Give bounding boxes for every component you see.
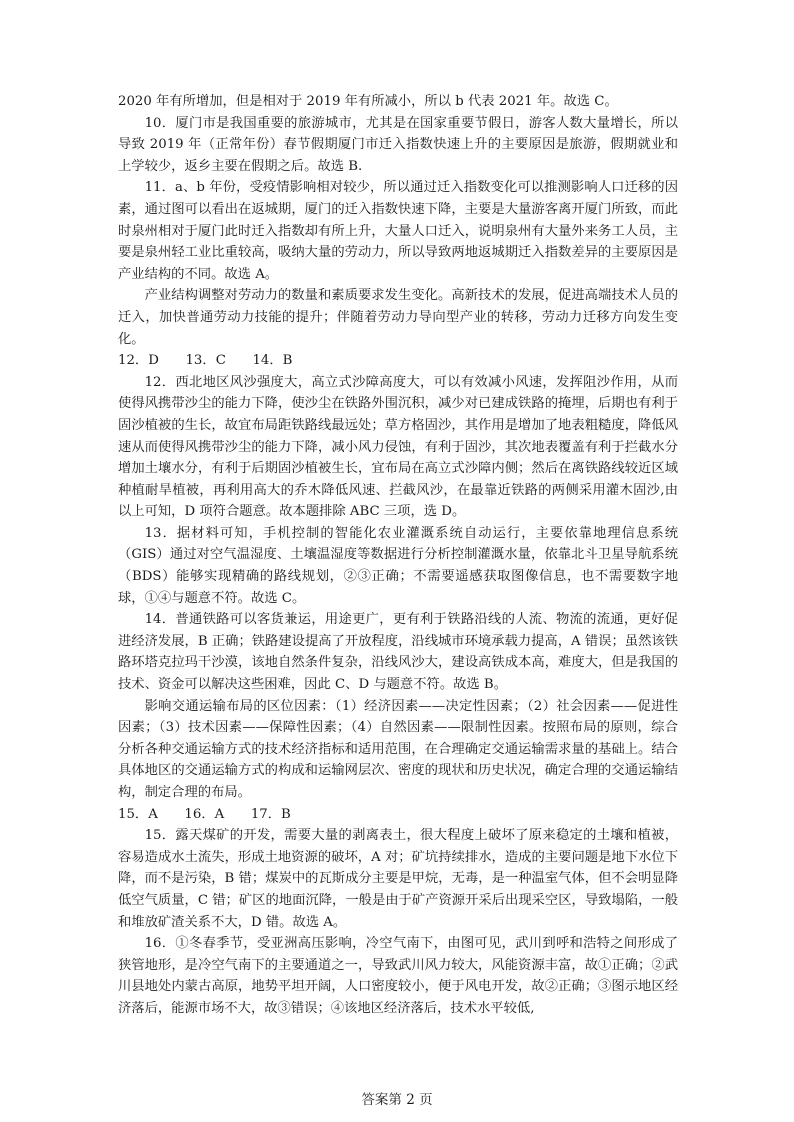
paragraph-industry-note: 产业结构调整对劳动力的数量和素质要求发生变化。高新技术的发展，促进高端技术人员的迁入，加快普通劳动力技能的提升；伴随着劳动力导向型产业的转移，劳动力迁移方向发生变化。 (118, 288, 678, 347)
answer-key-15-17: 15．A 16．A 17．B (118, 806, 291, 822)
paragraph-q16: 16．①冬春季节，受亚洲高压影响，冷空气南下，由图可见，武川到呼和浩特之间形成了狭管地形，是冷空气南下的主要通道之一，导致武川风力较大，风能资源丰富，故①正确；②武川县地处内蒙古高原，地势平坦开阔，人口密度较小，便于风电开发，故②正确；③图示地区经济落后，能源市场不大，故③错误；④该地区经济落后，技术水平较低, (118, 936, 678, 1016)
paragraph-q15: 15．露天煤矿的开发，需要大量的剥离表土，很大程度上破坏了原来稳定的土壤和植被，容易造成水土流失，形成土地资源的破坏，A 对；矿坑持续排水，造成的主要问题是地下水位下降，而不是污染，B 错；煤炭中的瓦斯成分主要是甲烷，无毒，是一种温室气体，但不会明显降低空气质量，C 错；矿区的地面沉降，一般是由于矿产资源开采后出现采空区，导致塌陷，一般和堆放矿渣关系不大，D 错。故选 A。 (118, 828, 678, 930)
paragraph-q10: 10．厦门市是我国重要的旅游城市，尤其是在国家重要节假日，游客人数大量增长，所以导致 2019 年（正常年份）春节假期厦门市迁入指数快速上升的主要原因是旅游，假期就业和上学较少，返乡主要在假期之后。故选 B. (118, 115, 678, 174)
paragraph-transport-note: 影响交通运输布局的区位因素：（1）经济因素——决定性因素；（2）社会因素——促进性因素；（3）技术因素——保障性因素；（4）自然因素——限制性因素。按照布局的原则，综合分析各种交通运输方式的技术经济指标和适用范围，在合理确定交通运输需求量的基础上。结合具体地区的交通运输方式的构成和运输网层次、密度的现状和历史状况，确定合理的交通运输结构，制定合理的布局。 (118, 698, 678, 800)
paragraph-continuation: 2020 年有所增加，但是相对于 2019 年有所减小，所以 b 代表 2021 年。故选 C。 (118, 94, 618, 109)
paragraph-q11: 11．a、b 年份，受疫情影响相对较少，所以通过迁入指数变化可以推测影响人口迁移的因素，通过图可以看出在返城期，厦门的迁入指数快速下降，主要是大量游客离开厦门所致，而此时泉州相对于厦门此时迁入指数却有所上升，大量人口迁入，说明泉州有大量外来务工人员，主要是泉州轻工业比重较高，吸纳大量的劳动力，所以导致两地返城期迁入指数差异的主要原因是产业结构的不同。故选 A。 (118, 180, 678, 282)
answer-key-12-14: 12．D 13．C 14．B (118, 353, 293, 369)
paragraph-q12: 12．西北地区风沙强度大，高立式沙障高度大，可以有效减小风速，发挥阻沙作用，从而使得风携带沙尘的能力下降，使沙尘在铁路外围沉积，减少对已建成铁路的掩埋，后期也有利于固沙植被的生长，故宜布局距铁路线最远处；草方格固沙，其作用是增加了地表粗糙度，降低风速从而使得风携带沙尘的能力下降，减小风力侵蚀，有利于固沙，其次地表覆盖有利于拦截水分增加土壤水分，有利于后期固沙植被生长，宜布局在高立式沙障内侧；然后在离铁路线较近区域种植耐旱植被，再利用高大的乔木降低风速、拦截风沙，在最靠近铁路的两侧采用灌木固沙,由以上可知，D 项符合题意。故本题排除 ABC 三项，选 D。 (118, 374, 678, 520)
page-footer: 答案第 2 页 (361, 1092, 433, 1108)
paragraph-q14: 14．普通铁路可以客货兼运，用途更广，更有利于铁路沿线的人流、物流的流通，更好促进经济发展，B 正确；铁路建设提高了开放程度，沿线城市环境承载力提高，A 错误；虽然该铁路环塔克拉玛干沙漠，该地自然条件复杂，沿线风沙大，建设高铁成本高，难度大，但是我国的技术、资金可以解决这些困难，因此 C、D 与题意不符。故选 B。 (118, 612, 678, 693)
paragraph-q13: 13．据材料可知，手机控制的智能化农业灌溉系统自动运行，主要依靠地理信息系统（GIS）通过对空气温湿度、土壤温湿度等数据进行分析控制灌溉水量，依靠北斗卫星导航系统（BDS）能够实现精确的路线规划，②③正确；不需要遥感获取图像信息，也不需要数字地球，①④与题意不符。故选 C。 (118, 525, 678, 606)
answer-text-body (118, 91, 678, 1020)
